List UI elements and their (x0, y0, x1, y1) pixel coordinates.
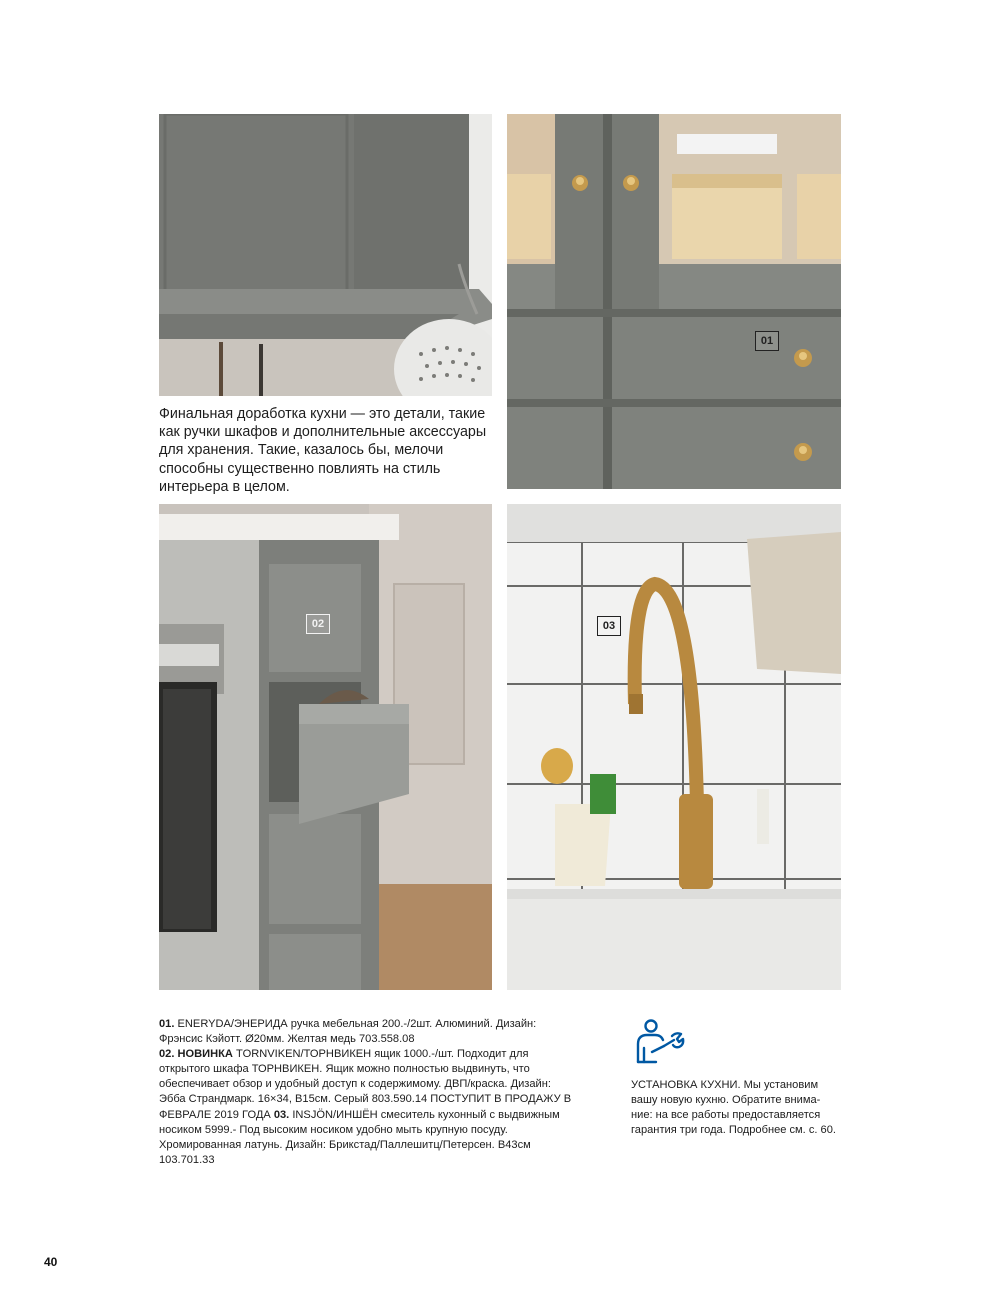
marker-03: 03 (597, 616, 621, 636)
caption-text-02: TORNVIKEN/ТОРНВИКЕН ящик 1000.-/шт. Подходит для открытого шкафа ТОРНВИКЕН. Ящик можно полностью выдвинуть, что обеспечивает обзор и удобный доступ к содержимому. ДВП/краска. Дизайн: Эбба Страндмарк. 16×34, В15см. Серый 803.590.14 ПОСТУПИТ В ПРОДАЖУ В ФЕВРАЛЕ 2019 ГОДА (159, 1048, 572, 1121)
installation-worker-wrench-icon (634, 1018, 686, 1066)
product-caption (159, 1017, 579, 1168)
marker-01: 01 (755, 331, 779, 351)
faucet-photo (507, 504, 841, 990)
caption-text-03: INSJÖN/ИНШЁН смеситель кухонный с выдвижным носиком 5999.- Под высоким носиком удобно мыть крупную посуду. Хромированная латунь. Дизайн: Брикстад/Паллешитц/Петерсен. В43см 103.701.33 (159, 1108, 560, 1166)
storage-boxes-photo (159, 504, 492, 990)
caption-text-01: ENERYDA/ЭНЕРИДА ручка мебельная 200.-/2шт. Алюминий. Дизайн: Фрэнсис Кэйотт. Ø20мм. Желтая медь 703.558.08 (159, 1018, 537, 1046)
installation-service-text: УСТАНОВКА КУХНИ. Мы установим вашу новую кухню. Обратите внима-ние: на все работы предоставляется гарантия три года. Подробнее см. с. 60. (631, 1079, 836, 1137)
caption-num-03: 03. (273, 1108, 290, 1121)
intro-paragraph: Финальная доработка кухни — это детали, такие как ручки шкафов и дополнительные аксессуары для хранения. Такие, казалось бы, мелочи способны существенно повлиять на стиль интерьера в целом. (159, 406, 487, 495)
caption-num-01: 01. (159, 1018, 175, 1030)
marker-02: 02 (306, 614, 330, 634)
cabinet-corner-photo (159, 114, 492, 396)
page-number: 40 (44, 1255, 58, 1269)
caption-num-02: 02. НОВИНКА (159, 1048, 233, 1061)
cabinet-knobs-photo (507, 114, 841, 489)
